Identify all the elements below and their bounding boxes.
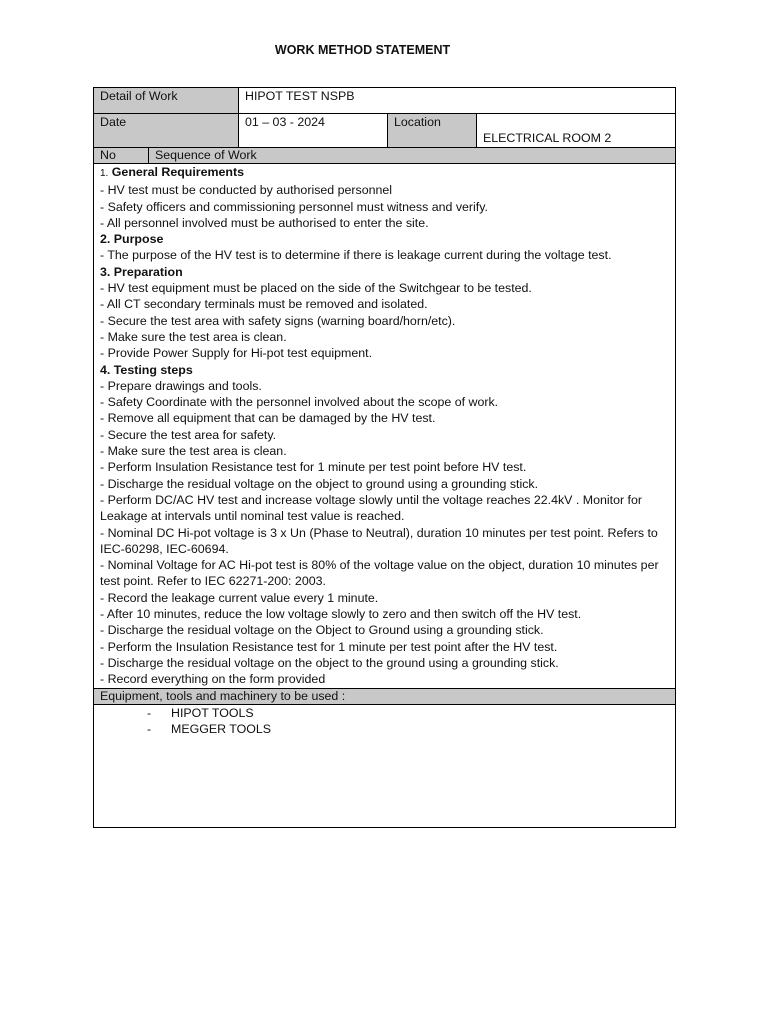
detail-of-work-value: HIPOT TEST NSPB (239, 88, 676, 114)
list-item: - Nominal DC Hi-pot voltage is 3 x Un (Phase to Neutral), duration 10 minutes per test point. Refers to IEC-60298, IEC-60694. (100, 525, 658, 556)
date-label: Date (94, 114, 239, 148)
list-item: - Record everything on the form provided (100, 672, 326, 687)
list-item: - HV test equipment must be placed on the side of the Switchgear to be tested. (100, 281, 532, 296)
list-item: - All personnel involved must be authorised to enter the site. (100, 215, 429, 230)
equipment-body-row (94, 704, 676, 827)
equipment-item (100, 705, 669, 721)
date-value: 01 – 03 - 2024 (239, 114, 388, 148)
no-header: No (94, 148, 149, 164)
list-item: - Perform DC/AC HV test and increase voltage slowly until the voltage reaches 22.4kV . Monitor for Leakage at intervals until nominal test value is reached. (100, 492, 642, 524)
section-testing-steps: 4. Testing steps (100, 362, 193, 377)
list-item: - Provide Power Supply for Hi-pot test equipment. (100, 346, 373, 361)
list-item: - Nominal Voltage for AC Hi-pot test is 80% of the voltage value on the object, duration 10 minutes per test point. Refer to IEC 62271-200: 2003. (100, 558, 659, 589)
sequence-body-row (94, 164, 676, 689)
location-label: Location (388, 114, 477, 148)
work-method-table (93, 87, 676, 828)
list-item: - Remove all equipment that can be damaged by the HV test. (100, 411, 436, 426)
detail-of-work-label: Detail of Work (94, 88, 239, 114)
section-title: General Requirements (111, 165, 245, 179)
detail-row (94, 88, 676, 114)
list-item: - The purpose of the HV test is to determine if there is leakage current during the voltage test. (100, 248, 612, 263)
section-general-requirements (100, 164, 669, 182)
sequence-of-work-content (94, 164, 676, 689)
equipment-item-label: MEGGER TOOLS (171, 721, 272, 736)
list-item: - Discharge the residual voltage on the object to the ground using a grounding stick. (100, 655, 559, 670)
list-item: - Secure the test area with safety signs (warning board/horn/etc). (100, 313, 456, 328)
list-dash: - (147, 705, 152, 720)
sequence-of-work-header: Sequence of Work (149, 148, 676, 164)
section-preparation: 3. Preparation (100, 264, 183, 279)
list-item: - Safety officers and commissioning personnel must witness and verify. (100, 199, 488, 214)
list-item: - Perform Insulation Resistance test for 1 minute per test point before HV test. (100, 460, 527, 475)
date-location-row (94, 114, 676, 148)
list-item: - Perform the Insulation Resistance test for 1 minute per test point after the HV test. (100, 639, 558, 654)
list-item: - Secure the test area for safety. (100, 427, 277, 442)
list-item: - Prepare drawings and tools. (100, 378, 262, 393)
list-item: - Make sure the test area is clean. (100, 329, 287, 344)
list-item: - After 10 minutes, reduce the low voltage slowly to zero and then switch off the HV test. (100, 607, 582, 622)
document-title: WORK METHOD STATEMENT (274, 43, 451, 57)
list-item: - Safety Coordinate with the personnel involved about the scope of work. (100, 395, 499, 410)
section-number: 1. (100, 168, 109, 179)
equipment-header-row (94, 688, 676, 704)
list-item: - Discharge the residual voltage on the Object to Ground using a grounding stick. (100, 623, 544, 638)
equipment-header: Equipment, tools and machinery to be used : (94, 688, 676, 704)
list-item: - Make sure the test area is clean. (100, 444, 287, 459)
equipment-list (100, 705, 669, 738)
list-item: - Discharge the residual voltage on the object to ground using a grounding stick. (100, 476, 539, 491)
location-value: ELECTRICAL ROOM 2 (477, 114, 676, 148)
section-purpose: 2. Purpose (100, 232, 164, 247)
equipment-content (94, 704, 676, 827)
list-item: - All CT secondary terminals must be removed and isolated. (100, 297, 428, 312)
sequence-header-row (94, 148, 676, 164)
equipment-item-label: HIPOT TOOLS (171, 705, 254, 720)
list-item: - HV test must be conducted by authorised personnel (100, 183, 393, 198)
list-item: - Record the leakage current value every 1 minute. (100, 590, 379, 605)
list-dash: - (147, 721, 152, 736)
equipment-item (100, 721, 669, 737)
